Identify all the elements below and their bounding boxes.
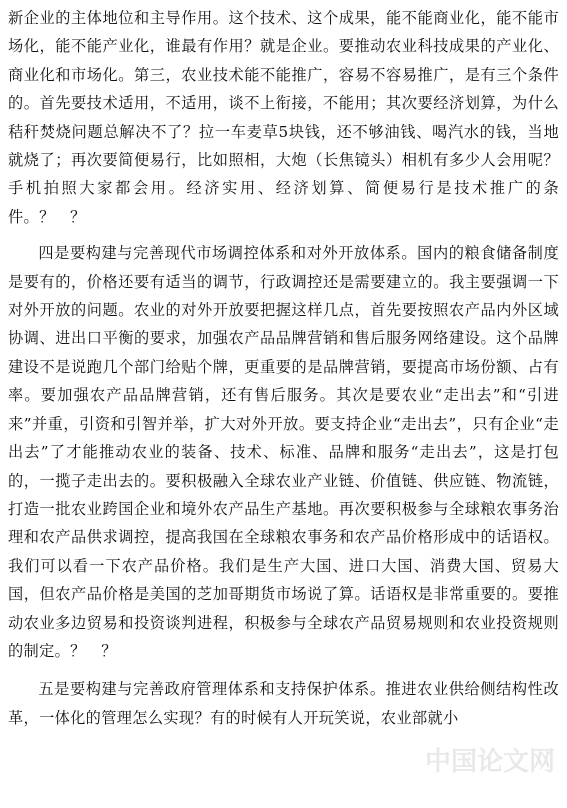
paragraph-government-management: 五是要构建与完善政府管理体系和支持保护体系。推进农业供给侧结构性改革，一体化的管理怎么实现？有的时候有人开玩笑说，农业部就小 <box>8 680 559 727</box>
paragraph-tech-promotion: 新企业的主体地位和主导作用。这个技术、这个成果，能不能商业化，能不能市场化，能不能产业化，谁最有作用？就是企业。要推动农业科技成果的产业化、商业化和市场化。第三，农业技术能不能推广，容易不容易推广，是有三个条件的。首先要技术适用，不适用，谈不上衔接，不能用；其次要经济划算，为什么秸秆焚烧问题总解决不了？拉一车麦草5块钱，还不够油钱、喝汽水的钱，当地就烧了；再次要简便易行，比如照相，大炮（长焦镜头）相机有多少人会用呢？手机拍照大家都会用。经济实用、经济划算、简便易行是技术推广的条件。？ ？ <box>8 9 559 226</box>
paragraph-market-opening: 四是要构建与完善现代市场调控体系和对外开放体系。国内的粮食储备制度是要有的，价格还要有适当的调节，行政调控还是需要建立的。我主要强调一下对外开放的问题。农业的对外开放要把握这样几点，首先要按照农产品内外区域协调、进出口平衡的要求，加强农产品品牌营销和售后服务网络建设。这个品牌建设不是说跑几个部门给贴个牌，更重要的是品牌营销，要提高市场份额、占有率。要加强农产品品牌营销，还有售后服务。其次是要农业“走出去”和“引进来”并重，引资和引智并举，扩大对外开放。要支持企业“走出去”，只有企业“走出去”了才能推动农业的装备、技术、标准、品牌和服务“走出去”，这是打包的，一揽子走出去的。要积极融入全球农业产业链、价值链、供应链、物流链，打造一批农业跨国企业和境外农产品生产基地。再次要积极参与全球粮农事务治理和农产品供求调控，提高我国在全球粮农事务和农产品价格形成中的话语权。我们可以看一下农产品价格。我们是生产大国、进口大国、消费大国、贸易大国，但农产品价格是美国的芝加哥期货市场说了算。话语权是非常重要的。要推动农业多边贸易和投资谈判进程，积极参与全球农产品贸易规则和农业投资规则的制定。？ ？ <box>8 244 559 660</box>
watermark-logo: 中国论文网 <box>424 747 555 777</box>
